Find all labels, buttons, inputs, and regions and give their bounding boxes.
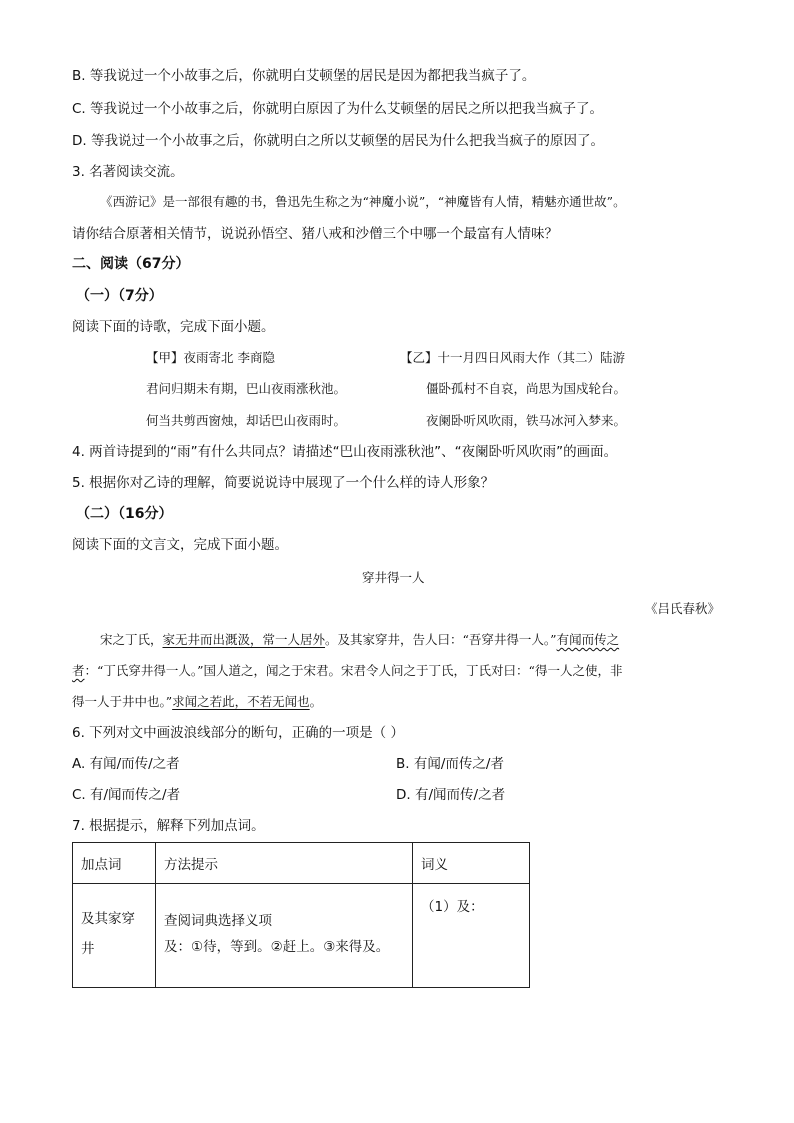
question-6-stem: 6. 下列对文中画波浪线部分的断句，正确的一项是（ ）	[72, 725, 404, 741]
question-3-quote: 《西游记》是一部很有趣的书，鲁迅先生称之为“神魔小说”，“神魔皆有人情，精魅亦通世故”。	[100, 194, 626, 209]
passage-text: 。	[309, 694, 323, 709]
question-4: 4. 两首诗提到的“雨”有什么共同点？请描述“巴山夜雨涨秋池”、“夜阑卧听风吹雨”的画面。	[72, 444, 618, 460]
underlined-sentence: 求闻之若此，不若无闻也	[172, 694, 310, 709]
passage-title: 穿井得一人	[362, 570, 425, 585]
table-row	[73, 884, 530, 988]
passage-text: ：“丁氏穿井得一人。”国人道之，闻之于宋君。宋君令人问之于丁氏，丁氏对曰：“得一人之使，非	[84, 663, 623, 678]
question-6-option-a: A. 有闻/而传/之者	[72, 756, 180, 772]
poem-b-line-1: 僵卧孤村不自哀，尚思为国戍轮台。	[426, 381, 627, 396]
cell-hint	[156, 884, 413, 988]
question-6-option-c: C. 有/闻而传之/者	[72, 787, 181, 803]
poem-b-title: 【乙】十一月四日风雨大作（其二）陆游	[400, 350, 626, 365]
question-3-title: 3. 名著阅读交流。	[72, 164, 184, 180]
option-d: D. 等我说过一个小故事之后，你就明白之所以艾顿堡的居民为什么把我当疯子的原因了。	[72, 133, 604, 149]
hint-line: 及：①待，等到。②赶上。③来得及。	[164, 939, 390, 955]
answer-label: （1）及：	[421, 899, 484, 915]
header-hint: 方法提示	[156, 843, 413, 884]
option-c: C. 等我说过一个小故事之后，你就明白原因了为什么艾顿堡的居民之所以把我当疯子了。	[72, 101, 604, 117]
wavy-underlined-phrase-end: 者	[72, 663, 85, 678]
header-word: 加点词	[73, 843, 156, 884]
table-header-row	[73, 843, 530, 884]
question-7-stem: 7. 根据提示，解释下列加点词。	[72, 818, 265, 834]
header-meaning: 词义	[413, 843, 530, 884]
passage-text: 宋之丁氏，	[100, 632, 163, 647]
cell-answer[interactable]	[413, 884, 530, 988]
word-line: 及其家穿	[81, 911, 135, 927]
gloss-table	[72, 842, 530, 988]
passage-line-2	[72, 662, 622, 680]
poem-a-title: 【甲】夜雨寄北 李商隐	[146, 350, 275, 365]
poem-a-line-1: 君问归期未有期，巴山夜雨涨秋池。	[146, 381, 347, 396]
question-6-option-d: D. 有/闻而传/之者	[396, 787, 506, 803]
word-line: 井	[81, 941, 95, 957]
part-2-intro: 阅读下面的文言文，完成下面小题。	[72, 537, 288, 553]
cell-word	[73, 884, 156, 988]
part-1-intro: 阅读下面的诗歌，完成下面小题。	[72, 319, 275, 335]
passage-line-1	[100, 631, 619, 649]
passage-text: 。及其家穿井，告人曰：“吾穿井得一人。”	[325, 632, 557, 647]
passage-source: 《吕氏春秋》	[644, 601, 720, 616]
wavy-underlined-phrase: 有闻而传之	[556, 632, 620, 647]
section-2-title: 二、阅读（67分）	[72, 256, 190, 272]
poem-a-line-2: 何当共剪西窗烛，却话巴山夜雨时。	[146, 413, 347, 428]
underlined-sentence: 家无井而出溉汲，常一人居外	[162, 632, 326, 647]
part-2-title: （二）（16分）	[76, 506, 173, 522]
question-3-prompt: 请你结合原著相关情节，说说孙悟空、猪八戒和沙僧三个中哪一个最富有人情味？	[72, 226, 558, 242]
question-5: 5. 根据你对乙诗的理解，简要说说诗中展现了一个什么样的诗人形象？	[72, 475, 495, 491]
poem-b-line-2: 夜阑卧听风吹雨，铁马冰河入梦来。	[426, 413, 627, 428]
part-1-title: （一）（7分）	[76, 288, 163, 304]
passage-line-3	[72, 693, 322, 711]
option-b: B. 等我说过一个小故事之后，你就明白艾顿堡的居民是因为都把我当疯子了。	[72, 68, 536, 84]
hint-line: 查阅词典选择义项	[164, 913, 272, 929]
passage-text: 得一人于井中也。”	[72, 694, 173, 709]
question-6-option-b: B. 有闻/而传之/者	[396, 756, 504, 772]
